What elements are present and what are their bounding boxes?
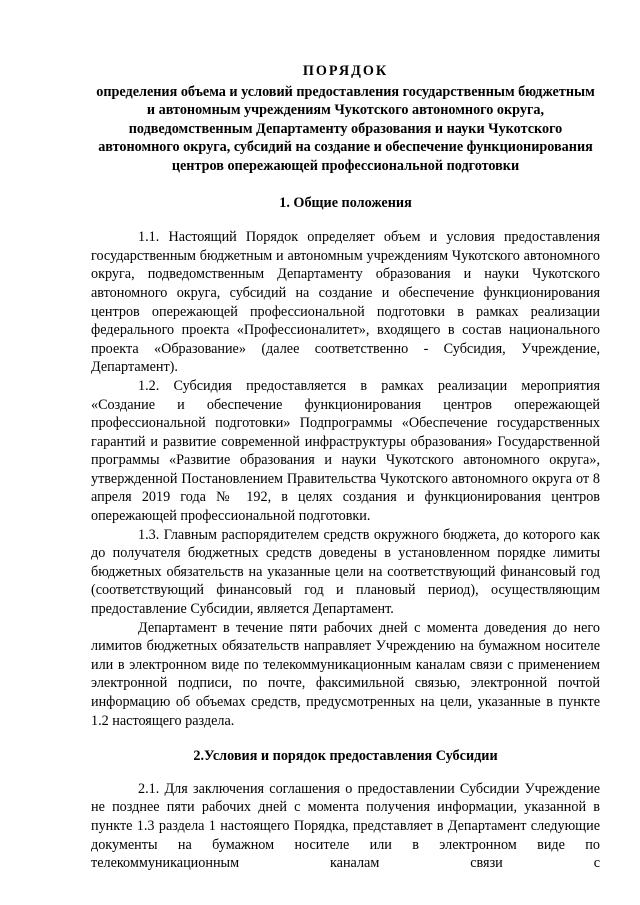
paragraph-1-3: 1.3. Главным распорядителем средств окружного бюджета, до которого как до получателя бюджетных средств доведены в установленном порядке лимиты бюджетных обязательств на указанные цели на соответствующий финансовый год (соответствующий финансовый год и плановый период), осуществляющим предоставление Субсидии, является Департамент. bbox=[91, 526, 600, 618]
paragraph-1-3-continued: Департамент в течение пяти рабочих дней с момента доведения до него лимитов бюджетных обязательств направляет Учреждению на бумажном носителе или в электронном виде по телекоммуникационным каналам связи с применением электронной подписи, по почте, факсимильной связью, электронной почтой информацию об объемах средств, предусмотренных на цели, указанные в пункте 1.2 настоящего раздела. bbox=[91, 619, 600, 729]
document-title: ПОРЯДОК bbox=[302, 63, 389, 79]
paragraph-1-2: 1.2. Субсидия предоставляется в рамках реализации мероприятия «Создание и обеспечение функционирования центров опережающей профессиональной подготовки» Подпрограммы «Обеспечение государственных гарантий и развитие современной инфраструктуры образования» Государственной программы «Развитие образования и науки Чукотского автономного округа», утвержденной Постановлением Правительства Чукотского автономного округа от 8 апреля 2019 года № 192, в целях создания и функционирования центров опережающей профессиональной подготовки. bbox=[91, 377, 600, 525]
section-1-heading: 1. Общие положения bbox=[279, 194, 412, 211]
paragraph-2-1: 2.1. Для заключения соглашения о предоставлении Субсидии Учреждение не позднее пяти рабочих дней с момента получения информации, указанной в пункте 1.3 раздела 1 настоящего Порядка, представляет в Департамент следующие документы на бумажном носителе или в электронном виде по телекоммуникационным каналам связи с bbox=[91, 780, 600, 872]
document-title-block bbox=[91, 62, 600, 176]
paragraph-1-1: 1.1. Настоящий Порядок определяет объем и условия предоставления государственным бюджетным и автономным учреждениям Чукотского автономного округа, подведомственным Департаменту образования и науки Чукотского автономного округа, субсидий на создание и обеспечение функционирования центров опережающей профессиональной подготовки в рамках реализации федерального проекта «Профессионалитет», входящего в состав национального проекта «Образование» (далее соответственно - Субсидия, Учреждение, Департамент). bbox=[91, 229, 600, 376]
document-subtitle: определения объема и условий предоставления государственным бюджетным и автономным учреждениям Чукотского автономного округа, подведомственным Департаменту образования и науки Чукотского автономного округа, субсидий на создание и обеспечение функционирования центров опережающей профессиональной подготовки bbox=[96, 83, 595, 174]
section-2-heading: 2.Условия и порядок предоставления Субсидии bbox=[193, 748, 498, 765]
